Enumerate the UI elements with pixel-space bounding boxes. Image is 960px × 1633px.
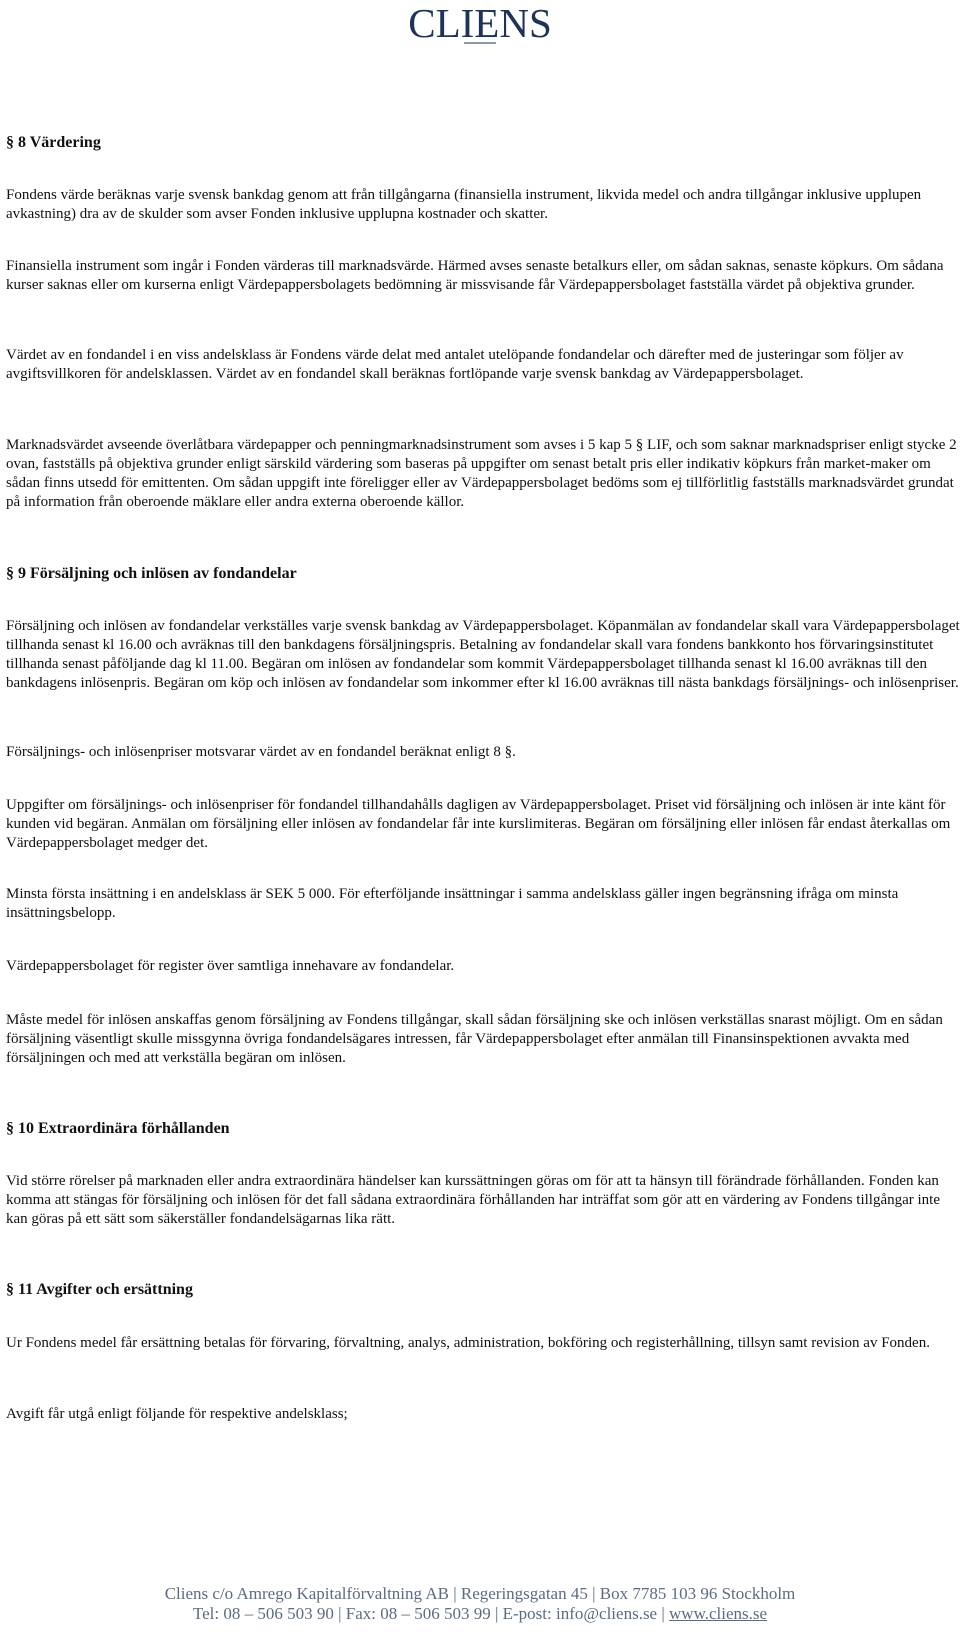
section-11-paragraph: Avgift får utgå enligt följande för respektive andelsklass;	[6, 1406, 348, 1422]
cliens-logo-mark	[395, 0, 565, 48]
section-10-heading: § 10 Extraordinära förhållanden	[6, 1120, 230, 1137]
footer-address: Cliens c/o Amrego Kapitalförvaltning AB | Regeringsgatan 45 | Box 7785 103 96 Stockholm	[164, 1584, 796, 1603]
page-footer	[0, 1584, 960, 1624]
section-10-paragraph: Vid större rörelser på marknaden eller andra extraordinära händelser kan kurssättningen göras om för att ta hänsyn till förändrade förhållanden. Fonden kan komma att stängas för försäljning och inlösen för det fall sådana extraordinära förhållanden har inträffat som gör att en värdering av Fondens tillgångar inte kan göras på ett sätt som säkerställer fondandelsägarnas lika rätt.	[6, 1173, 940, 1227]
section-8-paragraph: Finansiella instrument som ingår i Fonden värderas till marknadsvärde. Härmed avses senaste betalkurs eller, om sådan saknas, senaste köpkurs. Om sådana kurser saknas eller om kurserna enligt Värdepappersbolagets bedömning är missvisande får Värdepappersbolaget fastställa värdet på objektiva grunder.	[6, 258, 944, 293]
section-9-paragraph: Måste medel för inlösen anskaffas genom försäljning av Fondens tillgångar, skall sådan försäljning ske och inlösen verkställas snarast möjligt. Om en sådan försäljning väsentligt skulle missgynna övriga fondandelsägares intressen, får Värdepappersbolaget efter anmälan till Finansinspektionen avvakta med försäljningen och med att verkställa begäran om inlösen.	[6, 1012, 943, 1066]
section-8-heading: § 8 Värdering	[6, 134, 101, 151]
section-9-paragraph: Värdepappersbolaget för register över samtliga innehavare av fondandelar.	[6, 958, 455, 974]
logo-wordmark: CLIENS	[408, 0, 552, 46]
section-8-paragraph: Fondens värde beräknas varje svensk bankdag genom att från tillgångarna (finansiella instrument, likvida medel och andra tillgångar inklusive upplupen avkastning) dra av de skulder som avser Fonden inklusive upplupna kostnader och skatter.	[6, 187, 922, 222]
cliens-logo	[0, 0, 960, 48]
section-9-paragraph: Försäljning och inlösen av fondandelar verkställes varje svensk bankdag av Värdepappersbolaget. Köpanmälan av fondandelar skall vara Värdepappersbolaget tillhanda senast kl 16.00 och avräknas till den bankdagens försäljningspris. Betalning av fondandelar skall vara fondens bankkonto hos förvaringsinstitutet tillhanda senast påföljande dag kl 11.00. Begäran om inlösen av fondandelar som kommit Värdepappersbolaget tillhanda senast kl 16.00 avräknas till den bankdagens inlösenpris. Begäran om köp och inlösen av fondandelar som inkommer efter kl 16.00 avräknas till nästa bankdags försäljnings- och inlösenpriser.	[6, 618, 960, 691]
section-8-paragraph: Marknadsvärdet avseende överlåtbara värdepapper och penningmarknadsinstrument som avses i 5 kap 5 § LIF, och som saknar marknadspriser enligt stycke 2 ovan, fastställs på objektiva grunder enligt särskild värdering som baseras på uppgifter om senast betalt pris eller indikativ köpkurs från market-maker om sådan finns utsedd för emittenten. Om sådan uppgift inte föreligger eller av Värdepappersbolaget bedöms som ej tillförlitlig fastställs marknadsvärdet grundat på information från oberoende mäklare eller andra externa oberoende källor.	[6, 437, 957, 510]
section-8-paragraph: Värdet av en fondandel i en viss andelsklass är Fondens värde delat med antalet utelöpande fondandelar och därefter med de justeringar som följer av avgiftsvillkoren för andelsklassen. Värdet av en fondandel skall beräknas fortlöpande varje svensk bankdag av Värdepappersbolaget.	[6, 347, 904, 382]
footer-contact	[0, 1604, 960, 1624]
section-11-paragraph: Ur Fondens medel får ersättning betalas för förvaring, förvaltning, analys, administration, bokföring och registerhållning, tillsyn samt revision av Fonden.	[6, 1335, 930, 1351]
footer-contact-details: Tel: 08 – 506 503 90 | Fax: 08 – 506 503 99 | E-post: info@cliens.se |	[192, 1604, 670, 1623]
section-9-paragraph: Försäljnings- och inlösenpriser motsvarar värdet av en fondandel beräknat enligt 8 §.	[6, 744, 516, 760]
section-9-paragraph: Uppgifter om försäljnings- och inlösenpriser för fondandel tillhandahålls dagligen av Värdepappersbolaget. Priset vid försäljning och inlösen är inte känt för kunden vid begäran. Anmälan om försäljning eller inlösen av fondandelar får inte kurslimiteras. Begäran om försäljning eller inlösen får endast återkallas om Värdepappersbolaget medger det.	[6, 797, 951, 851]
footer-website-link[interactable]: www.cliens.se	[669, 1604, 768, 1623]
section-9-paragraph: Minsta första insättning i en andelsklass är SEK 5 000. För efterföljande insättningar i samma andelsklass gäller ingen begränsning ifråga om minsta insättningsbelopp.	[6, 886, 899, 921]
section-11-heading: § 11 Avgifter och ersättning	[6, 1281, 193, 1298]
section-9-heading: § 9 Försäljning och inlösen av fondandelar	[6, 565, 297, 582]
